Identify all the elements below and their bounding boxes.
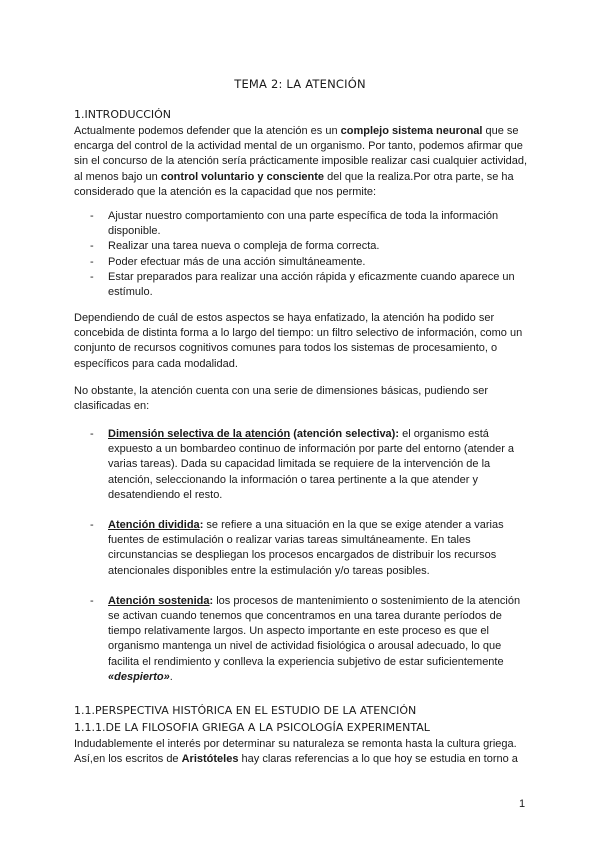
capacity-list [74,209,530,300]
list-item: - Ajustar nuestro comportamiento con una parte específica de toda la información disponible. [74,209,530,239]
intro-bold-1: complejo sistema neuronal [340,125,483,137]
dimension-selective-item [74,427,530,503]
history-paragraph [74,737,532,767]
dimensions-list [74,427,530,700]
section-heading-historical: 1.1.PERSPECTIVA HISTÓRICA EN EL ESTUDIO DE LA ATENCIÓN [74,704,417,717]
dimension-term-extra: : [199,519,204,532]
dimension-sustained-item [74,594,530,685]
dimension-term-extra: (atención selectiva): [290,428,400,440]
dimensions-intro-paragraph: No obstante, la atención cuenta con una serie de dimensiones básicas, pudiendo ser clasificadas en: [74,385,488,413]
history-bold-aristoteles: Aristóteles [181,753,239,766]
dimension-emphasis: «despierto» [108,670,170,683]
intro-bold-2: control voluntario y consciente [160,170,325,183]
intro-text-2: que se encarga del control de la actividad mental de un organismo. Por tanto, podemos afirmar que sin el concurso de la atención sería prácticamente imposible realizar casi cualquier actividad, al menos bajo un [74,125,528,183]
dimension-text: el organismo está expuesto a un bombardeo continuo de información por parte del entorno (atender a varias tareas). Dada su capacidad limitada se requiere de la intervención de la atención, seleccionando la información o tarea pertinente a la que atender y desatendiendo el resto. [108,428,515,501]
dimension-end: . [169,670,173,683]
subsection-heading-philosophy: 1.1.1.DE LA FILOSOFIA GRIEGA A LA PSICOLOGÍA EXPERIMENTAL [74,721,430,734]
list-item: - Estar preparados para realizar una acción rápida y eficazmente cuando aparece un estímulo. [74,270,530,300]
list-item: - Poder efectuar más de una acción simultáneamente. [74,255,530,270]
dimension-term: Atención sostenida [108,594,210,607]
history-text-1: Indudablemente el interés por determinar su naturaleza se remonta hasta la cultura griega. Así,en los escritos de [74,738,517,766]
dimension-text: los procesos de mantenimiento o sostenimiento de la atención se activan cuando tenemos que concentramos en una tarea durante períodos de tiempo relativamente largos. Un aspecto importante en este proceso es que el organismo mantenga un nivel de actividad fisiológica o arousal adecuado, lo que facilita el rendimiento y conlleva la experiencia subjetivo de estar suficientemente [108,594,521,668]
dimension-term: Dimensión selectiva de la atención [108,428,291,440]
history-text-2: hay claras referencias a lo que hoy se estudia en torno a [238,753,518,766]
page-title: TEMA 2: LA ATENCIÓN [234,77,366,91]
page-number: 1 [519,798,526,810]
intro-text-3: del que la realiza.Por otra parte, se ha considerado que la atención es la capacidad que nos permite: [74,170,514,198]
section-heading-introduction: 1.INTRODUCCIÓN [74,108,172,121]
list-item: - Realizar una tarea nueva o compleja de forma correcta. [74,239,530,254]
dimension-term: Atención dividida [108,519,200,532]
intro-paragraph [74,124,532,200]
dimension-text: se refiere a una situación en la que se exige atender a varias fuentes de estimulación o realizar varias tareas simultáneamente. En tales circunstancias se despliegan los procesos encargados de distribuir los recursos atencionales disponibles entre la estimulación y/o tareas posibles. [108,519,504,577]
dimension-divided-item [74,518,530,579]
concept-paragraph: Dependiendo de cuál de estos aspectos se haya enfatizado, la atención ha podido ser concebida de distinta forma a lo largo del tiempo: un filtro selectivo de información, como un conjunto de recursos cognitivos comunes para todos los sistemas de procesamiento, o específicos para cada modalidad. [74,312,523,370]
dimension-term-extra: : [209,594,214,607]
intro-text-1: Actualmente podemos defender que la atención es un [74,125,341,137]
